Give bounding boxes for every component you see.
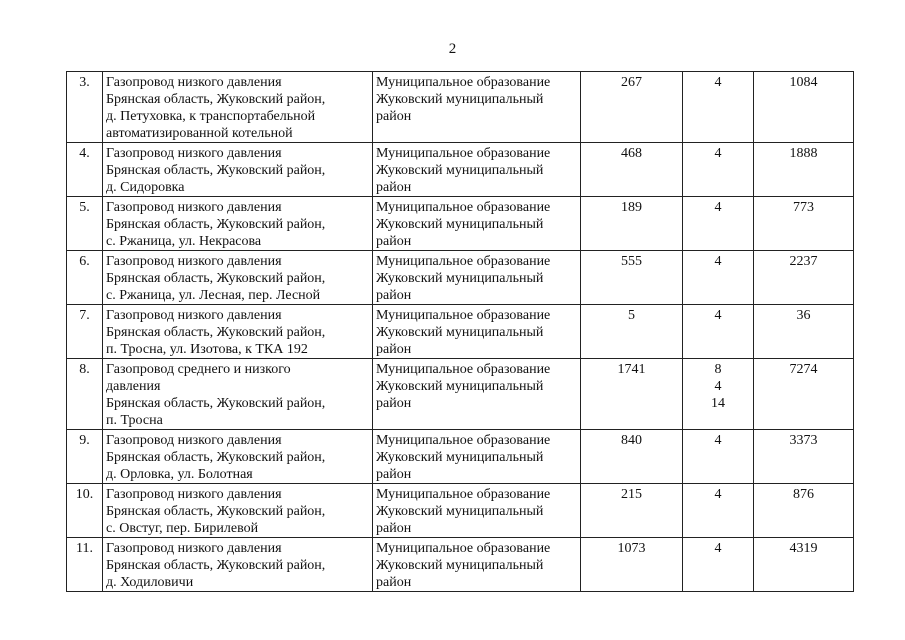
object-name-cell <box>103 430 373 484</box>
table-row <box>67 430 854 484</box>
cost-cell <box>754 305 854 359</box>
diameter-line: 4 <box>714 541 722 556</box>
owner-line: Жуковский муниципальный <box>376 504 544 519</box>
cost-cell <box>754 72 854 143</box>
table-row <box>67 359 854 430</box>
object-name-line: Брянская область, Жуковский район, <box>106 325 326 340</box>
object-name-line: автоматизированной котельной <box>106 126 293 141</box>
length-line: 267 <box>621 75 642 90</box>
owner-line: Муниципальное образование <box>376 541 551 556</box>
object-name-line: с. Ржаница, ул. Лесная, пер. Лесной <box>106 288 321 303</box>
object-name-cell <box>103 143 373 197</box>
owner-line: Муниципальное образование <box>376 146 551 161</box>
object-name-cell <box>103 484 373 538</box>
object-name-line: д. Сидоровка <box>106 180 185 195</box>
diameter-line: 4 <box>714 379 722 394</box>
object-name-line: Газопровод низкого давления <box>106 75 282 90</box>
object-name-cell <box>103 359 373 430</box>
row-number-cell: 6. <box>67 251 103 305</box>
object-name-line: Газопровод низкого давления <box>106 541 282 556</box>
owner-line: Муниципальное образование <box>376 487 551 502</box>
gas-pipeline-table <box>66 71 854 592</box>
table-row <box>67 251 854 305</box>
table-row <box>67 143 854 197</box>
cost-line: 4319 <box>789 541 818 556</box>
object-name-line: Газопровод среднего и низкого <box>106 362 291 377</box>
owner-cell <box>373 143 581 197</box>
diameter-cell <box>683 430 754 484</box>
owner-line: Жуковский муниципальный <box>376 450 544 465</box>
diameter-line: 4 <box>714 254 722 269</box>
length-line: 5 <box>628 308 635 323</box>
object-name-line: Брянская область, Жуковский район, <box>106 163 326 178</box>
owner-cell <box>373 359 581 430</box>
owner-line: Жуковский муниципальный <box>376 271 544 286</box>
object-name-cell <box>103 305 373 359</box>
object-name-line: Газопровод низкого давления <box>106 433 282 448</box>
owner-cell <box>373 251 581 305</box>
owner-line: Муниципальное образование <box>376 254 551 269</box>
row-number-cell: 4. <box>67 143 103 197</box>
diameter-line: 14 <box>711 396 725 411</box>
object-name-cell <box>103 251 373 305</box>
owner-line: Жуковский муниципальный <box>376 92 544 107</box>
owner-cell <box>373 72 581 143</box>
object-name-line: Брянская область, Жуковский район, <box>106 271 326 286</box>
owner-line: район <box>376 467 412 482</box>
object-name-cell <box>103 197 373 251</box>
object-name-line: давления <box>106 379 161 394</box>
object-name-line: Брянская область, Жуковский район, <box>106 217 326 232</box>
length-cell <box>581 197 683 251</box>
diameter-cell <box>683 197 754 251</box>
length-cell <box>581 359 683 430</box>
object-name-line: Брянская область, Жуковский район, <box>106 504 326 519</box>
length-line: 555 <box>621 254 642 269</box>
row-number-cell: 7. <box>67 305 103 359</box>
owner-line: район <box>376 109 412 124</box>
length-cell <box>581 251 683 305</box>
cost-line: 2237 <box>789 254 818 269</box>
owner-line: район <box>376 521 412 536</box>
owner-line: Муниципальное образование <box>376 75 551 90</box>
cost-cell <box>754 143 854 197</box>
owner-line: Жуковский муниципальный <box>376 558 544 573</box>
length-line: 840 <box>621 433 642 448</box>
row-number-cell: 9. <box>67 430 103 484</box>
table-row <box>67 72 854 143</box>
object-name-line: Газопровод низкого давления <box>106 146 282 161</box>
object-name-line: д. Орловка, ул. Болотная <box>106 467 253 482</box>
length-line: 189 <box>621 200 642 215</box>
diameter-cell <box>683 251 754 305</box>
owner-line: район <box>376 234 412 249</box>
length-line: 215 <box>621 487 642 502</box>
cost-cell <box>754 430 854 484</box>
owner-line: Муниципальное образование <box>376 308 551 323</box>
row-number-cell: 5. <box>67 197 103 251</box>
length-cell <box>581 72 683 143</box>
object-name-line: Брянская область, Жуковский район, <box>106 450 326 465</box>
owner-line: Муниципальное образование <box>376 200 551 215</box>
owner-cell <box>373 197 581 251</box>
diameter-line: 8 <box>714 362 722 377</box>
owner-cell <box>373 430 581 484</box>
cost-cell <box>754 538 854 592</box>
diameter-line: 4 <box>714 433 722 448</box>
owner-cell <box>373 538 581 592</box>
owner-line: Жуковский муниципальный <box>376 379 544 394</box>
length-cell <box>581 143 683 197</box>
owner-cell <box>373 484 581 538</box>
diameter-line: 4 <box>714 487 722 502</box>
diameter-cell <box>683 305 754 359</box>
owner-line: Жуковский муниципальный <box>376 217 544 232</box>
owner-line: район <box>376 180 412 195</box>
cost-cell <box>754 484 854 538</box>
table-row <box>67 538 854 592</box>
object-name-line: Брянская область, Жуковский район, <box>106 92 326 107</box>
diameter-line: 4 <box>714 200 722 215</box>
object-name-line: Газопровод низкого давления <box>106 308 282 323</box>
owner-cell <box>373 305 581 359</box>
object-name-line: с. Ржаница, ул. Некрасова <box>106 234 262 249</box>
object-name-cell <box>103 72 373 143</box>
cost-cell <box>754 359 854 430</box>
owner-line: район <box>376 575 412 590</box>
owner-line: Жуковский муниципальный <box>376 163 544 178</box>
length-line: 1741 <box>617 362 646 377</box>
object-name-line: д. Ходиловичи <box>106 575 194 590</box>
cost-line: 773 <box>793 200 814 215</box>
diameter-cell <box>683 143 754 197</box>
cost-line: 1888 <box>789 146 818 161</box>
object-name-line: п. Тросна, ул. Изотова, к ТКА 192 <box>106 342 308 357</box>
diameter-cell <box>683 359 754 430</box>
object-name-line: п. Тросна <box>106 413 163 428</box>
diameter-line: 4 <box>714 146 722 161</box>
diameter-cell <box>683 538 754 592</box>
row-number-cell: 10. <box>67 484 103 538</box>
object-name-line: Газопровод низкого давления <box>106 487 282 502</box>
length-cell <box>581 305 683 359</box>
cost-line: 36 <box>796 308 811 323</box>
object-name-cell <box>103 538 373 592</box>
owner-line: район <box>376 396 412 411</box>
cost-cell <box>754 251 854 305</box>
length-cell <box>581 538 683 592</box>
diameter-cell <box>683 72 754 143</box>
owner-line: район <box>376 288 412 303</box>
diameter-line: 4 <box>714 308 722 323</box>
object-name-line: Брянская область, Жуковский район, <box>106 558 326 573</box>
length-cell <box>581 484 683 538</box>
owner-line: район <box>376 342 412 357</box>
owner-line: Муниципальное образование <box>376 433 551 448</box>
diameter-line: 4 <box>714 75 722 90</box>
row-number-cell: 8. <box>67 359 103 430</box>
row-number-cell: 11. <box>67 538 103 592</box>
owner-line: Жуковский муниципальный <box>376 325 544 340</box>
object-name-line: Брянская область, Жуковский район, <box>106 396 326 411</box>
table-row <box>67 305 854 359</box>
table-row <box>67 484 854 538</box>
diameter-cell <box>683 484 754 538</box>
table-body <box>67 72 854 592</box>
cost-cell <box>754 197 854 251</box>
object-name-line: с. Овстуг, пер. Бирилевой <box>106 521 259 536</box>
row-number-cell: 3. <box>67 72 103 143</box>
page-number: 2 <box>448 41 457 57</box>
length-cell <box>581 430 683 484</box>
length-line: 1073 <box>617 541 646 556</box>
object-name-line: д. Петуховка, к транспортабельной <box>106 109 316 124</box>
cost-line: 7274 <box>789 362 818 377</box>
cost-line: 876 <box>793 487 814 502</box>
length-line: 468 <box>621 146 642 161</box>
owner-line: Муниципальное образование <box>376 362 551 377</box>
object-name-line: Газопровод низкого давления <box>106 200 282 215</box>
object-name-line: Газопровод низкого давления <box>106 254 282 269</box>
table-row <box>67 197 854 251</box>
cost-line: 1084 <box>789 75 818 90</box>
cost-line: 3373 <box>789 433 818 448</box>
